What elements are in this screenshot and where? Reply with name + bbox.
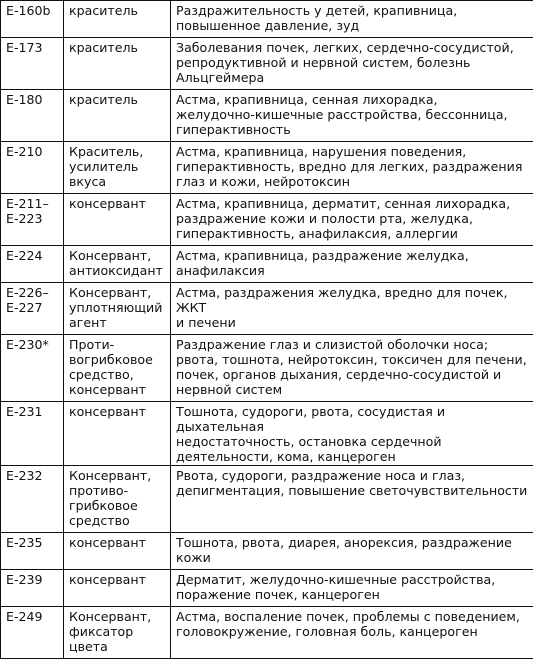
additive-code-cell: E-224 [1,246,64,283]
additive-effects-cell: Раздражение глаз и слизистой оболочки носа; рвота, тошнота, нейротоксин, токсичен для печени, почек, органов дыхания, сердечно-сосудистой и нервной систем [171,335,533,402]
table-row [1,570,533,607]
additive-code-cell: E-249 [1,607,64,659]
additive-effects-cell: Астма, крапивница, нарушения поведения, гиперактивность, вредно для легких, раздражения глаз и кожи, нейротоксин [171,142,533,194]
additive-function-cell: краситель [64,1,171,38]
additive-function-cell: Консервант, фиксатор цвета [64,607,171,659]
additive-effects-cell: Астма, крапивница, сенная лихорадка, желудочно-кишечные расстройства, бессонница, гиперактивность [171,90,533,142]
additive-function-cell: Консервант, антиоксидант [64,246,171,283]
table-row [1,402,533,466]
additive-function-cell: консервант [64,570,171,607]
table-row [1,466,533,533]
table-row [1,1,533,38]
additive-function-cell: консервант [64,402,171,466]
additive-function-cell: Консервант, уплотняющий агент [64,283,171,335]
additive-code-cell: E-232 [1,466,64,533]
table-row [1,194,533,246]
additive-function-cell: краситель [64,90,171,142]
table-row [1,142,533,194]
additives-table-body [1,1,533,659]
additive-effects-cell: Тошнота, рвота, диарея, анорексия, раздражение кожи [171,533,533,570]
additive-code-cell: E-210 [1,142,64,194]
additive-function-cell: Краситель, усилитель вкуса [64,142,171,194]
additive-code-cell: E-173 [1,38,64,90]
additive-function-cell: консервант [64,194,171,246]
table-row [1,246,533,283]
table-row [1,533,533,570]
table-row [1,38,533,90]
additive-function-cell: консервант [64,533,171,570]
table-row [1,90,533,142]
table-row [1,335,533,402]
additive-code-cell: E-211– E-223 [1,194,64,246]
additive-function-cell: краситель [64,38,171,90]
additive-code-cell: E-160b [1,1,64,38]
additive-function-cell: Консервант, противо- грибковое средство [64,466,171,533]
additive-effects-cell: Дерматит, желудочно-кишечные расстройства, поражение почек, канцероген [171,570,533,607]
additive-function-cell: Проти- вогрибковое средство, консервант [64,335,171,402]
additive-code-cell: E-230* [1,335,64,402]
additive-effects-cell: Рвота, судороги, раздражение носа и глаз, депигментация, повышение светочувствительности [171,466,533,533]
additive-code-cell: E-226– E-227 [1,283,64,335]
additive-code-cell: E-235 [1,533,64,570]
additive-effects-cell: Раздражительность у детей, крапивница, повышенное давление, зуд [171,1,533,38]
additive-effects-cell: Астма, крапивница, раздражение желудка, анафилаксия [171,246,533,283]
additive-effects-cell: Заболевания почек, легких, сердечно-сосудистой, репродуктивной и нервной систем, болезнь Альцгеймера [171,38,533,90]
additive-code-cell: E-180 [1,90,64,142]
table-row [1,283,533,335]
additive-effects-cell: Астма, воспаление почек, проблемы с поведением, головокружение, головная боль, канцероген [171,607,533,659]
additive-effects-cell: Астма, крапивница, дерматит, сенная лихорадка, раздражение кожи и полости рта, желудка, гиперактивность, анафилаксия, аллергии [171,194,533,246]
additive-effects-cell: Тошнота, судороги, рвота, сосудистая и дыхательная недостаточность, остановка сердечной деятельности, кома, канцероген [171,402,533,466]
table-row [1,607,533,659]
additive-code-cell: E-239 [1,570,64,607]
additive-effects-cell: Астма, раздражения желудка, вредно для почек, ЖКТ и печени [171,283,533,335]
additive-code-cell: E-231 [1,402,64,466]
